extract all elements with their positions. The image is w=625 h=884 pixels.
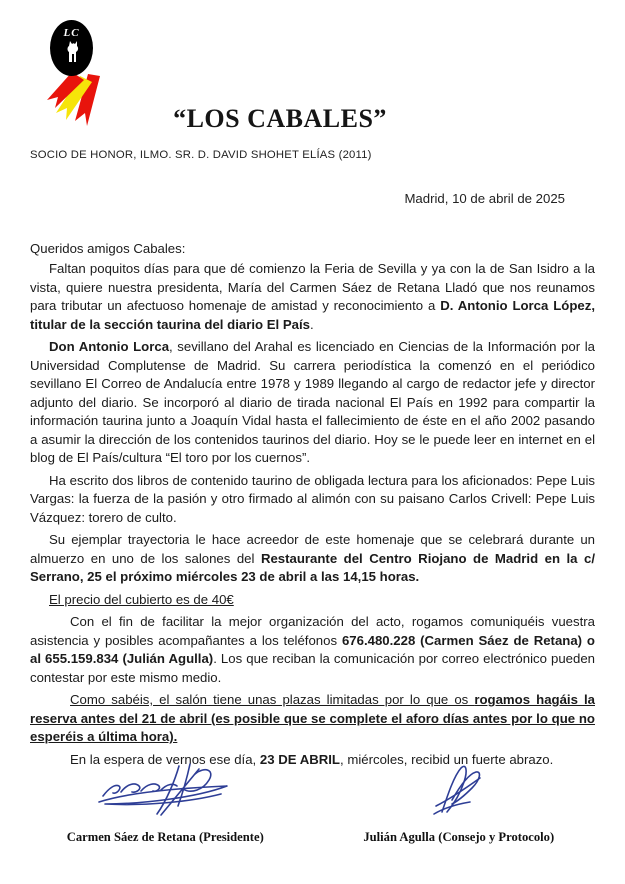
signatory-name-carmen: Carmen Sáez de Retana (Presidente): [66, 830, 264, 844]
paragraph: [30, 472, 595, 528]
text-segment: El precio del cubierto es de 40€: [49, 591, 234, 607]
text-segment: Su ejemplar trayectoria le hace acreedor de este homenaje que se celebrará durante un almuerzo en uno de los salones del: [30, 532, 595, 566]
salutation: Queridos amigos Cabales:: [30, 241, 186, 256]
signature-block-julian: [313, 762, 625, 845]
text-segment: Restaurante del Centro Riojano de Madrid en la c/ Serrano, 25 el próximo miércoles 23 de abril a las 14,15 horas.: [30, 550, 595, 584]
carmen-signature-icon: [95, 762, 235, 818]
bull-icon: [64, 39, 80, 63]
club-logo: [0, 0, 140, 140]
text-segment: , sevillano del Arahal es licenciado en Ciencias de la Información por la Universidad Complutense de Madrid. Su carrera periodística la comenzó en el periódico sevillano El Correo de Andalucía entre 1978 y 1989 llegando al cargo de redactor jefe y director adjunto del diario. Se incorporó al diario de tirada nacional El País en 1992 para compartir la información taurina junto a Joaquín Vidal hasta el fallecimiento de éste en el año 2002 pasando a asumir la dirección de los contenidos taurinos del diario. Hoy se le puede leer en internet en el blog de El País/cultura “El toro por los cuernos”.: [30, 339, 595, 465]
logo-oval: [50, 20, 93, 76]
signature-block-carmen: [0, 762, 313, 845]
text-segment: Ha escrito dos libros de contenido taurino de obligada lectura para los aficionados: Pepe Luis Vargas: la fuerza de la pasión y otro firmado al alimón con su paisano Carlos Crivell: Pepe Luis Vázquez: torero de culto.: [30, 472, 595, 525]
dateline: Madrid, 10 de abril de 2025: [404, 191, 565, 206]
signatory-name-julian: Julián Agulla (Consejo y Protocolo): [363, 830, 555, 844]
paragraph: [30, 338, 595, 468]
letter-body: [30, 260, 595, 769]
text-segment: rogamos hagáis la reserva antes del 21 de abril (es posible que se complete el aforo días antes por lo que no esperéis a última hora).: [30, 692, 595, 744]
text-segment: D. Antonio Lorca López, titular de la sección taurina del diario El País: [30, 298, 595, 332]
paragraph: [30, 260, 595, 334]
page-title: “LOS CABALES”: [173, 104, 387, 133]
text-segment: 676.480.228 (Carmen Sáez de Retana) o al 655.159.834 (Julián Agulla): [30, 632, 595, 666]
text-segment: . Los que reciban la comunicación por correo electrónico pueden contestar por este mismo medio.: [30, 651, 595, 685]
text-segment: En la espera de vernos ese día,: [70, 751, 260, 767]
paragraph: [30, 591, 595, 610]
text-segment: 23 DE ABRIL: [259, 751, 340, 767]
logo-initials: LC: [63, 27, 80, 39]
honor-line: SOCIO DE HONOR, ILMO. SR. D. DAVID SHOHET ELÍAS (2011): [30, 149, 372, 161]
paragraph: [30, 613, 595, 687]
text-segment: Con el fin de facilitar la mejor organización del acto, rogamos comuniquéis vuestra asistencia y posibles acompañantes a los teléfonos: [30, 614, 595, 648]
signature-row: [0, 762, 625, 845]
paragraph: [30, 531, 595, 587]
text-segment: .: [309, 316, 314, 332]
text-segment: Faltan poquitos días para que dé comienzo la Feria de Sevilla y ya con la de San Isidro a la vista, quiere nuestra presidenta, María del Carmen Sáez de Retana Lladó que nos reunamos para tributar un afectuoso homenaje de amistad y reconocimiento a: [30, 261, 595, 313]
paragraph: [30, 691, 595, 747]
text-segment: Don Antonio Lorca: [49, 339, 170, 354]
text-segment: , miércoles, recibid un fuerte abrazo.: [340, 751, 554, 767]
text-segment: Como sabéis, el salón tiene unas plazas limitadas por lo que os: [70, 692, 475, 707]
julian-signature-icon: [414, 762, 504, 818]
